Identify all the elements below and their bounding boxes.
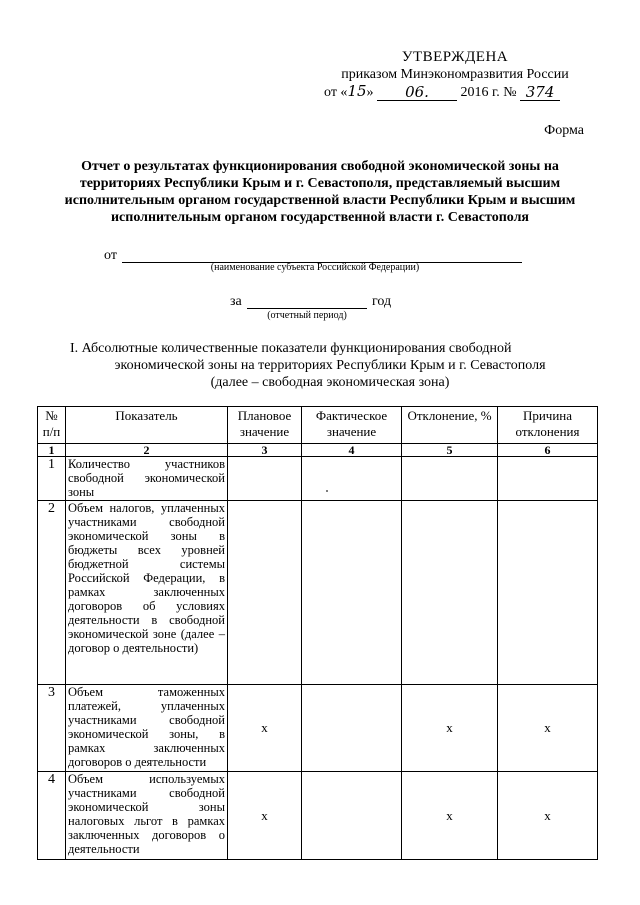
table-row [38, 501, 598, 685]
table-row [38, 685, 598, 772]
from-label: от [104, 248, 117, 263]
approval-title: УТВЕРЖДЕНА [401, 49, 509, 65]
period-suffix: год [372, 294, 392, 309]
row-deviation [402, 501, 498, 685]
approval-day: 15 [347, 82, 367, 100]
section-line-2: экономической зоны на территориях Республики Крым и г. Севастополя [114, 358, 546, 373]
column-number: 2 [66, 444, 228, 457]
approval-month: 06. [377, 84, 457, 101]
row-plan [228, 457, 302, 501]
column-number: 1 [38, 444, 66, 457]
header-fact: Фактическое значение [302, 407, 402, 444]
section-line-1: I. Абсолютные количественные показатели функционирования свободной [70, 341, 512, 356]
table-row [38, 772, 598, 860]
form-label: Форма [544, 123, 584, 138]
period-caption: (отчетный период) [267, 310, 347, 321]
row-deviation: х [402, 685, 498, 772]
approval-order: приказом Минэкономразвития России [341, 67, 569, 82]
header-reason: Причина отклонения [498, 407, 598, 444]
row-reason [498, 457, 598, 501]
row-indicator: Объем таможенных платежей, уплаченных участниками свободной экономической зоны, в рамках заключенных договоров о деятельности [66, 685, 228, 772]
row-plan [228, 501, 302, 685]
row-indicator: Количество участников свободной экономической зоны [66, 457, 228, 501]
column-numbers-row [38, 444, 598, 457]
row-number: 4 [38, 772, 66, 860]
approval-stamp [320, 49, 590, 101]
row-number: 2 [38, 501, 66, 685]
row-deviation: х [402, 772, 498, 860]
scan-speck [326, 490, 328, 492]
row-fact [302, 457, 402, 501]
date-prefix: от « [324, 85, 348, 100]
approval-year: 2016 г. № [460, 85, 517, 100]
section-heading [70, 340, 590, 391]
column-number: 5 [402, 444, 498, 457]
table-row [38, 457, 598, 501]
row-fact [302, 685, 402, 772]
row-plan: х [228, 685, 302, 772]
header-deviation: Отклонение, % [402, 407, 498, 444]
row-reason: х [498, 772, 598, 860]
row-fact [302, 772, 402, 860]
period-label: за [230, 294, 242, 309]
row-indicator: Объем налогов, уплаченных участниками свободной экономической зоны в бюджеты всех уровней бюджетной системы Российской Федерации, в рамках заключенных договоров об условиях деятельности в свободной экономической зоне (далее – договор о деятельности) [66, 501, 228, 685]
row-fact [302, 501, 402, 685]
row-deviation [402, 457, 498, 501]
section-line-3: (далее – свободная экономическая зона) [210, 375, 450, 390]
row-reason [498, 501, 598, 685]
approval-number: 374 [520, 84, 560, 101]
period-fill-line [247, 308, 367, 309]
document-title: Отчет о результатах функционирования свободной экономической зоны на территориях Республики Крым и г. Севастополя, представляемый высшим исполнительным органом государственной власти Республики Крым и высшим исполнительным органом государственной власти г. Севастополя [64, 159, 576, 225]
from-caption: (наименование субъекта Российской Федерации) [210, 262, 420, 273]
row-indicator: Объем используемых участниками свободной экономической зоны налоговых льгот в рамках заключенных договоров о деятельности [66, 772, 228, 860]
row-reason: х [498, 685, 598, 772]
date-mid: » [366, 85, 374, 100]
row-number: 3 [38, 685, 66, 772]
table-header-row [38, 407, 598, 444]
row-number: 1 [38, 457, 66, 501]
header-plan: Плановое значение [228, 407, 302, 444]
header-indicator: Показатель [66, 407, 228, 444]
column-number: 3 [228, 444, 302, 457]
row-plan: х [228, 772, 302, 860]
indicators-table [37, 406, 598, 860]
approval-date [320, 83, 590, 101]
column-number: 4 [302, 444, 402, 457]
header-number: № п/п [38, 407, 66, 444]
column-number: 6 [498, 444, 598, 457]
